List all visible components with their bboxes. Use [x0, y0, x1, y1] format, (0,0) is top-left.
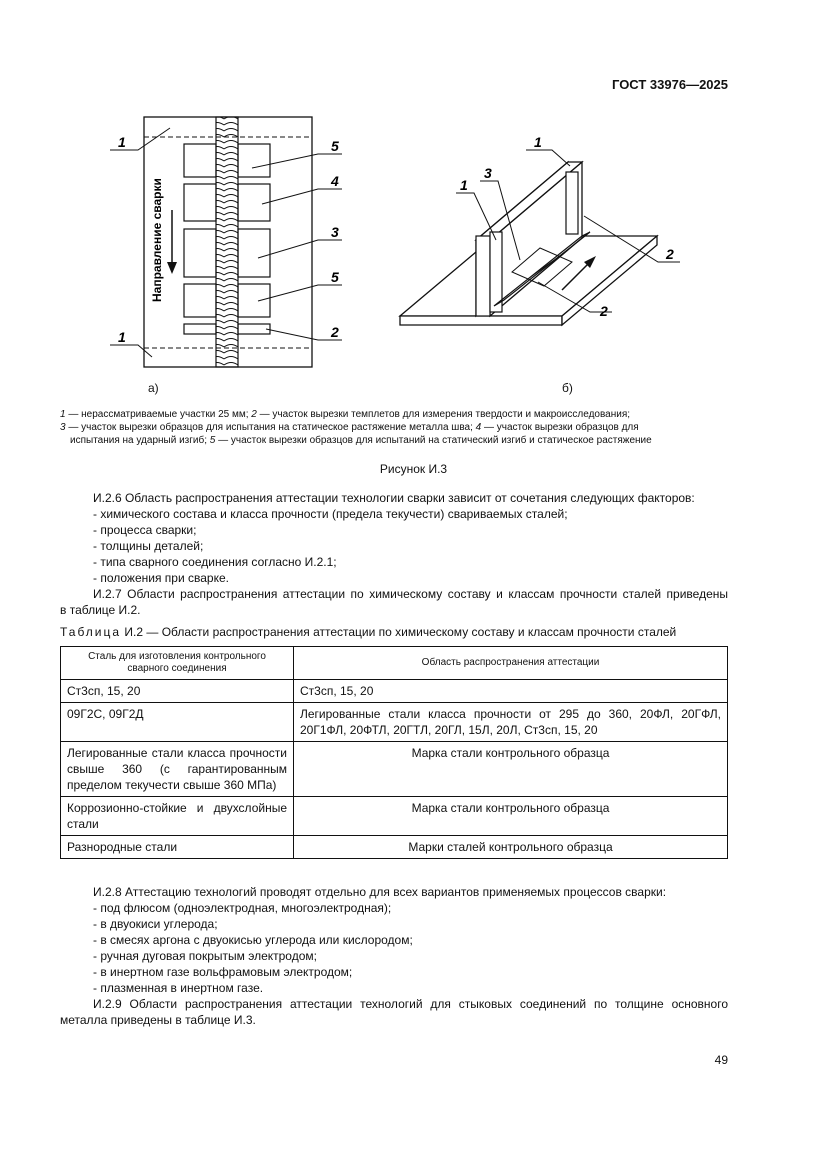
- table-cell: Марка стали контрольного образца: [294, 797, 728, 836]
- section-i-2-8: [60, 884, 728, 1028]
- figure-i3: [0, 0, 827, 420]
- table-cell: Ст3сп, 15, 20: [294, 680, 728, 703]
- callout-a-1b: 1: [118, 329, 126, 345]
- figure-title: Рисунок И.3: [379, 462, 448, 476]
- table-cell: Легированные стали класса прочности свыше 360 (с гарантированным пределом текучести свыше 360 МПа): [61, 742, 294, 797]
- list-item: - типа сварного соединения согласно И.2.1;: [93, 555, 337, 569]
- callout-b-2-bottom: 2: [600, 303, 608, 319]
- table-cell: 09Г2С, 09Г2Д: [61, 703, 294, 742]
- callout-b-3: 3: [484, 165, 492, 181]
- list-item: - под флюсом (одноэлектродная, многоэлектродная);: [93, 901, 392, 915]
- paragraph-line: И.2.7 Области распространения аттестации по химическому составу и классам прочности сталей приведены: [93, 587, 728, 601]
- table-cell: Разнородные стали: [61, 836, 294, 859]
- legend-text: испытания на ударный изгиб;: [70, 435, 210, 447]
- paragraph-line: И.2.9 Области распространения аттестации технологий для стыковых соединений по толщине основного: [93, 997, 728, 1011]
- callout-a-4: 4: [331, 173, 339, 189]
- table-row: [61, 703, 728, 742]
- legend-text: — нерассматриваемые участки 25 мм;: [65, 409, 252, 420]
- legend-line-3: [60, 434, 728, 447]
- legend-num: 3: [60, 422, 66, 434]
- callout-b-1-top: 1: [534, 134, 542, 150]
- callout-b-2-right: 2: [666, 246, 674, 262]
- table-i2: [60, 646, 728, 859]
- table-row: [61, 680, 728, 703]
- table-caption-prefix: Таблица: [60, 625, 122, 639]
- callout-b-1-left: 1: [460, 177, 468, 193]
- list-item: - химического состава и класса прочности (предела текучести) свариваемых сталей;: [93, 507, 568, 521]
- list-item: - толщины деталей;: [93, 539, 204, 553]
- paragraph-line: И.2.6 Область распространения аттестации технологии сварки зависит от сочетания следующих факторов:: [93, 491, 695, 505]
- paragraph-line: металла приведены в таблице И.3.: [60, 1013, 256, 1027]
- callout-a-5: 5: [331, 138, 339, 154]
- legend-text: — участок вырезки темплетов для измерения твердости и макроисследования;: [256, 409, 631, 420]
- legend-text: — участок вырезки образцов для: [481, 422, 639, 434]
- legend-text: — участок вырезки образцов для испытаний на статический изгиб и статическое растяжение: [215, 435, 652, 447]
- panel-a-drawing: [110, 117, 342, 367]
- legend-num: 5: [209, 435, 216, 447]
- legend-line-2: [60, 421, 728, 434]
- paragraph-line: И.2.8 Аттестацию технологий проводят отдельно для всех вариантов применяемых процессов сварки:: [93, 885, 667, 899]
- document-header: ГОСТ 33976—2025: [612, 77, 728, 92]
- page-number: 49: [714, 1053, 728, 1067]
- table-cell: Коррозионно-стойкие и двухслойные стали: [61, 797, 294, 836]
- table-row: [61, 797, 728, 836]
- table-header-row: [61, 647, 728, 680]
- table-row: [61, 836, 728, 859]
- column-header: Сталь для изготовления контрольного сварного соединения: [61, 647, 294, 680]
- table-caption-text: И.2 — Области распространения аттестации по химическому составу и классам прочности сталей: [121, 625, 677, 639]
- column-header: Область распространения аттестации: [294, 647, 728, 680]
- list-item: - плазменная в инертном газе.: [93, 981, 264, 995]
- list-item: - в двуокиси углерода;: [93, 917, 218, 931]
- callout-a-3: 3: [331, 224, 339, 240]
- legend-num: 4: [475, 422, 482, 434]
- list-item: - ручная дуговая покрытым электродом;: [93, 949, 317, 963]
- panel-a-caption: а): [148, 381, 159, 395]
- list-item: - в смесях аргона с двуокисью углерода или кислородом;: [93, 933, 413, 947]
- list-item: - в инертном газе вольфрамовым электродом;: [93, 965, 353, 979]
- legend-text: — участок вырезки образцов для испытания на статическое растяжение металла шва;: [65, 422, 476, 434]
- table-cell: Марки сталей контрольного образца: [294, 836, 728, 859]
- panel-b-drawing: [400, 134, 680, 325]
- table-cell: Ст3сп, 15, 20: [61, 680, 294, 703]
- legend-num: 1: [60, 409, 66, 420]
- callout-a-1: 1: [118, 134, 126, 150]
- figure-legend: [60, 408, 728, 448]
- legend-line-1: [60, 408, 728, 421]
- table-row: [61, 742, 728, 797]
- table-cell: Легированные стали класса прочности от 295 до 360, 20ФЛ, 20ГФЛ, 20Г1ФЛ, 20ФТЛ, 20ГТЛ, 20ГЛ, 15Л, 20Л, Ст3сп, 15, 20: [294, 703, 728, 742]
- callout-a-2: 2: [331, 324, 339, 340]
- legend-num: 2: [251, 409, 257, 420]
- list-item: - положения при сварке.: [93, 571, 229, 585]
- section-i-2-6: [60, 490, 728, 618]
- paragraph-line: в таблице И.2.: [60, 603, 141, 617]
- panel-b-caption: б): [562, 381, 573, 395]
- table-cell: Марка стали контрольного образца: [294, 742, 728, 797]
- list-item: - процесса сварки;: [93, 523, 197, 537]
- callout-a-5b: 5: [331, 269, 339, 285]
- table-caption: [60, 625, 676, 639]
- welding-direction-label: Направление сварки: [150, 178, 164, 302]
